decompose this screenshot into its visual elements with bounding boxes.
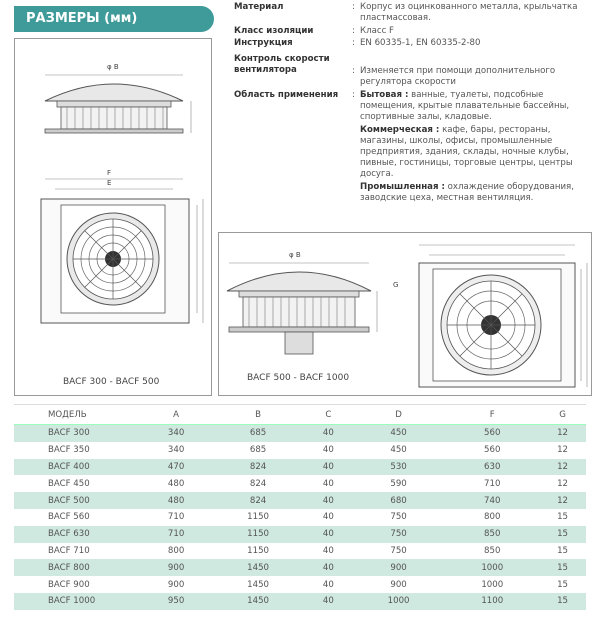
- commercial-text: кафе, бары, рестораны, магазины, школы, офисы, промышленные предприятия, здания, склады, ночные клубы, пивные, гостиницы, торговые центры, центры досуга.: [360, 125, 573, 179]
- table-cell: BACF 710: [14, 543, 141, 560]
- table-row: [14, 425, 586, 442]
- table-cell: 40: [305, 459, 352, 476]
- table-cell: 950: [141, 593, 211, 610]
- table-cell: 750: [352, 509, 446, 526]
- dimensions-table: [14, 404, 586, 610]
- table-cell: 850: [445, 543, 539, 560]
- table-cell: 710: [445, 475, 539, 492]
- table-cell: 40: [305, 492, 352, 509]
- table-row: [14, 475, 586, 492]
- section-title: РАЗМЕРЫ (мм): [14, 6, 214, 32]
- table-cell: 15: [539, 576, 586, 593]
- table-cell: 1450: [211, 559, 305, 576]
- table-cell: 560: [445, 442, 539, 459]
- table-cell: 40: [305, 543, 352, 560]
- col-header: D: [352, 405, 446, 425]
- col-header: F: [445, 405, 539, 425]
- table-cell: BACF 900: [14, 576, 141, 593]
- table-cell: 450: [352, 442, 446, 459]
- table-row: [14, 559, 586, 576]
- table-cell: 40: [305, 509, 352, 526]
- right-diagram-caption: BACF 500 - BACF 1000: [247, 373, 350, 383]
- table-cell: 680: [352, 492, 446, 509]
- table-cell: 1000: [445, 559, 539, 576]
- table-cell: 1000: [445, 576, 539, 593]
- table-cell: 15: [539, 543, 586, 560]
- table-cell: 900: [352, 559, 446, 576]
- table-cell: 40: [305, 425, 352, 442]
- table-cell: 560: [445, 425, 539, 442]
- spec-value: Корпус из оцинкованного металла, крыльчатка пластмассовая.: [360, 2, 578, 23]
- table-cell: 800: [141, 543, 211, 560]
- colon: :: [352, 26, 355, 36]
- table-cell: 750: [352, 526, 446, 543]
- industrial-text: охлаждение оборудования, заводские цеха, местная вентиляция.: [360, 182, 574, 203]
- industrial-title: Промышленная :: [360, 182, 445, 192]
- spec-label: Инструкция: [234, 38, 293, 48]
- diagram-large-models: [218, 232, 592, 396]
- table-row: [14, 509, 586, 526]
- diagram-small-models: [14, 38, 212, 396]
- commercial-title: Коммерческая :: [360, 125, 440, 135]
- table-cell: 15: [539, 509, 586, 526]
- table-cell: BACF 800: [14, 559, 141, 576]
- table-cell: 1150: [211, 526, 305, 543]
- dim-g-label: G: [393, 281, 399, 289]
- left-diagram-caption: BACF 300 - BACF 500: [63, 377, 160, 387]
- table-cell: BACF 1000: [14, 593, 141, 610]
- table-cell: 824: [211, 475, 305, 492]
- table-cell: 1100: [445, 593, 539, 610]
- col-header: МОДЕЛЬ: [14, 405, 141, 425]
- table-cell: 480: [141, 475, 211, 492]
- col-header: A: [141, 405, 211, 425]
- dim-f-label: F: [107, 169, 112, 177]
- spec-label: Класс изоляции: [234, 26, 314, 36]
- table-cell: 40: [305, 475, 352, 492]
- spec-value: EN 60335-1, EN 60335-2-80: [360, 38, 481, 48]
- table-header-row: [14, 405, 586, 425]
- table-cell: 710: [141, 526, 211, 543]
- table-cell: 824: [211, 459, 305, 476]
- spec-label: Область применения: [234, 90, 339, 100]
- table-cell: 590: [352, 475, 446, 492]
- spec-label: Материал: [234, 2, 284, 12]
- table-cell: 12: [539, 475, 586, 492]
- spec-material: [234, 2, 594, 24]
- dim-phi-b-label: φ B: [107, 63, 119, 71]
- spec-label: Контроль скорости вентилятора: [234, 54, 330, 75]
- colon: :: [352, 90, 355, 100]
- table-cell: BACF 350: [14, 442, 141, 459]
- table-cell: 1000: [352, 593, 446, 610]
- table-cell: 800: [445, 509, 539, 526]
- domestic-title: Бытовая :: [360, 90, 409, 100]
- spec-value: Изменяется при помощи дополнительного регулятора скорости: [360, 66, 556, 87]
- fan-drawing-large: [219, 233, 591, 395]
- table-cell: 40: [305, 576, 352, 593]
- col-header: G: [539, 405, 586, 425]
- table-cell: BACF 500: [14, 492, 141, 509]
- table-cell: BACF 560: [14, 509, 141, 526]
- table-cell: 530: [352, 459, 446, 476]
- table-cell: BACF 630: [14, 526, 141, 543]
- table-cell: 740: [445, 492, 539, 509]
- table-cell: 470: [141, 459, 211, 476]
- table-cell: 450: [352, 425, 446, 442]
- fan-drawing-small: [15, 39, 211, 395]
- table-cell: BACF 400: [14, 459, 141, 476]
- table-row: [14, 459, 586, 476]
- table-row: [14, 526, 586, 543]
- table-cell: 15: [539, 526, 586, 543]
- table-cell: 15: [539, 559, 586, 576]
- table-cell: 40: [305, 559, 352, 576]
- table-cell: 900: [352, 576, 446, 593]
- table-cell: 850: [445, 526, 539, 543]
- table-cell: 40: [305, 526, 352, 543]
- table-row: [14, 593, 586, 610]
- colon: :: [352, 2, 355, 12]
- table-cell: 12: [539, 442, 586, 459]
- col-header: C: [305, 405, 352, 425]
- table-cell: 750: [352, 543, 446, 560]
- spec-value: Класс F: [360, 26, 394, 36]
- table-cell: 340: [141, 425, 211, 442]
- colon: :: [352, 66, 355, 76]
- table-cell: 630: [445, 459, 539, 476]
- table-cell: 1450: [211, 593, 305, 610]
- table-cell: 340: [141, 442, 211, 459]
- table-cell: 1150: [211, 543, 305, 560]
- application-list: [360, 90, 592, 204]
- table-cell: 15: [539, 593, 586, 610]
- table-row: [14, 576, 586, 593]
- table-cell: 900: [141, 576, 211, 593]
- application-commercial: [360, 125, 592, 180]
- table-cell: 12: [539, 492, 586, 509]
- table-cell: BACF 300: [14, 425, 141, 442]
- table-cell: BACF 450: [14, 475, 141, 492]
- table-cell: 824: [211, 492, 305, 509]
- table-cell: 40: [305, 442, 352, 459]
- table-row: [14, 492, 586, 509]
- colon: :: [352, 38, 355, 48]
- table-cell: 1150: [211, 509, 305, 526]
- table-cell: 40: [305, 593, 352, 610]
- table-cell: 710: [141, 509, 211, 526]
- table-cell: 685: [211, 425, 305, 442]
- table-cell: 12: [539, 459, 586, 476]
- application-domestic: [360, 90, 592, 123]
- col-header: B: [211, 405, 305, 425]
- dim-e-label: E: [107, 179, 112, 187]
- table-cell: 480: [141, 492, 211, 509]
- dim-phi-b-label-right: φ B: [289, 251, 301, 259]
- table-row: [14, 442, 586, 459]
- table-cell: 685: [211, 442, 305, 459]
- table-cell: 1450: [211, 576, 305, 593]
- table-row: [14, 543, 586, 560]
- application-industrial: [360, 182, 592, 204]
- domestic-text: ванные, туалеты, подсобные помещения, крытые плавательные бассейны, спортивные залы, кладовые.: [360, 90, 570, 122]
- table-cell: 12: [539, 425, 586, 442]
- table-cell: 900: [141, 559, 211, 576]
